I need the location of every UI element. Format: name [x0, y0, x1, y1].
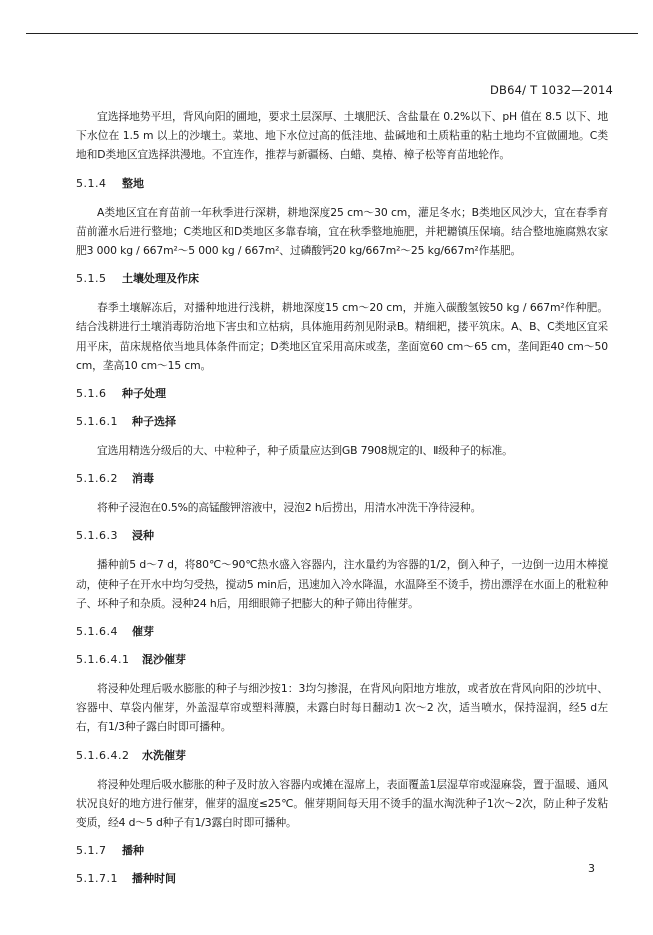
section-title: 种子选择: [132, 415, 176, 429]
paragraph-land-preparation: A类地区宜在育苗前一年秋季进行深耕，耕地深度25 cm～30 cm，灌足冬水；B类地区风沙大，宜在春季育苗前灌水后进行整地；C类地区和D类地区多靠春墒，宜在秋季整地施肥，并耙耱镇压保墒。结合整地施腐熟农家肥3 000 kg / 667m²～5 000 kg / 667m²、过磷酸钙20 kg/667m²～25 kg/667m²作基肥。: [76, 205, 608, 258]
section-title: 水洗催芽: [142, 748, 186, 762]
section-title: 播种时间: [132, 872, 176, 886]
section-title: 消毒: [132, 472, 154, 486]
section-heading-5-1-6-2: [76, 470, 608, 486]
paragraph-sand-germination: 将浸种处理后吸水膨胀的种子与细沙按1：3均匀掺混，在背风向阳地方堆放，或者放在背风向阳的沙坑中、容器中、草袋内催芽，外盖湿草帘或塑料薄膜，未露白时每日翻动1 次～2 次，适当喷水，保持湿润，经5 d左右，有1/3种子露白时即可播种。: [76, 682, 608, 734]
section-heading-5-1-6-4-1: [76, 651, 608, 667]
section-number: 5.1.7.1: [76, 872, 118, 886]
section-heading-5-1-7-1: [76, 870, 608, 886]
section-number: 5.1.6.3: [76, 529, 118, 543]
page-number: 3: [588, 862, 595, 875]
section-number: 5.1.6.2: [76, 472, 118, 486]
section-heading-5-1-6-4-2: [76, 747, 608, 763]
paragraph-water-germination: 将浸种处理后吸水膨胀的种子及时放入容器内或摊在湿席上，表面覆盖1层湿草帘或湿麻袋，置于温暖、通风状况良好的地方进行催芽，催芽的温度≤25℃。催芽期间每天用不烫手的温水淘洗种子1次～2次，防止种子发粘变质，经4 d～5 d种子有1/3露白时即可播种。: [76, 777, 608, 830]
section-heading-5-1-4: [76, 175, 608, 191]
section-title: 土壤处理及作床: [122, 272, 199, 286]
section-heading-5-1-7: [76, 842, 608, 858]
section-heading-5-1-6: [76, 385, 608, 401]
section-title: 混沙催芽: [142, 653, 186, 667]
section-heading-5-1-6-4: [76, 623, 608, 639]
section-number: 5.1.7: [76, 844, 107, 858]
page-body: [76, 107, 608, 898]
section-title: 种子处理: [122, 387, 166, 401]
section-number: 5.1.6.4.2: [76, 748, 130, 762]
paragraph-soaking: 播种前5 d～7 d，将80℃～90℃热水盛入容器内，注水量约为容器的1/2，倒入种子，一边倒一边用木棒搅动，使种子在开水中均匀受热，搅动5 min后，迅速加入冷水降温，水温降至不烫手，捞出漂浮在水面上的秕粒种子、坏种子和杂质。浸种24 h后，用细眼筛子把膨大的种子筛出待催芽。: [76, 558, 608, 610]
section-heading-5-1-6-1: [76, 413, 608, 429]
section-title: 浸种: [132, 529, 154, 543]
section-number: 5.1.5: [76, 272, 107, 286]
section-heading-5-1-5: [76, 270, 608, 286]
section-title: 播种: [122, 844, 144, 858]
header-rule: [26, 33, 638, 34]
section-number: 5.1.4: [76, 176, 107, 190]
paragraph-site-selection: 宜选择地势平坦，背风向阳的圃地，要求土层深厚、土壤肥沃、含盐量在 0.2%以下、pH 值在 8.5 以下、地下水位在 1.5 m 以上的沙壤土。菜地、地下水位过高的低洼地、盐碱地和土质粘重的粘土地均不宜做圃地。C类地和D类地区宜选择洪漫地。不宜连作，推荐与新疆杨、白蜡、臭椿、樟子松等育苗地轮作。: [76, 110, 608, 162]
document-code: DB64/ T 1032—2014: [489, 83, 613, 97]
section-title: 催芽: [132, 625, 154, 639]
paragraph-seed-selection: 宜选用精选分级后的大、中粒种子，种子质量应达到GB 7908规定的Ⅰ、Ⅱ级种子的标准。: [97, 444, 513, 458]
section-number: 5.1.6.4.1: [76, 653, 130, 667]
section-number: 5.1.6.4: [76, 625, 118, 639]
section-title: 整地: [122, 176, 144, 190]
section-heading-5-1-6-3: [76, 527, 608, 543]
paragraph-soil-treatment: 春季土壤解冻后，对播种地进行浅耕，耕地深度15 cm～20 cm，并施入碳酸氢铵50 kg / 667m²作种肥。结合浅耕进行土壤消毒防治地下害虫和立枯病，具体施用药剂见附录B。精细耙，搂平筑床。A、B、C类地区宜采用平床，苗床规格依当地具体条件而定；D类地区宜采用高床或垄，垄面宽60 cm～65 cm，垄间距40 cm～50 cm，垄高10 cm～15 cm。: [76, 301, 608, 372]
section-number: 5.1.6.1: [76, 415, 118, 429]
paragraph-disinfection: 将种子浸泡在0.5%的高锰酸钾溶液中，浸泡2 h后捞出，用清水冲洗干净待浸种。: [97, 501, 482, 515]
section-number: 5.1.6: [76, 387, 107, 401]
